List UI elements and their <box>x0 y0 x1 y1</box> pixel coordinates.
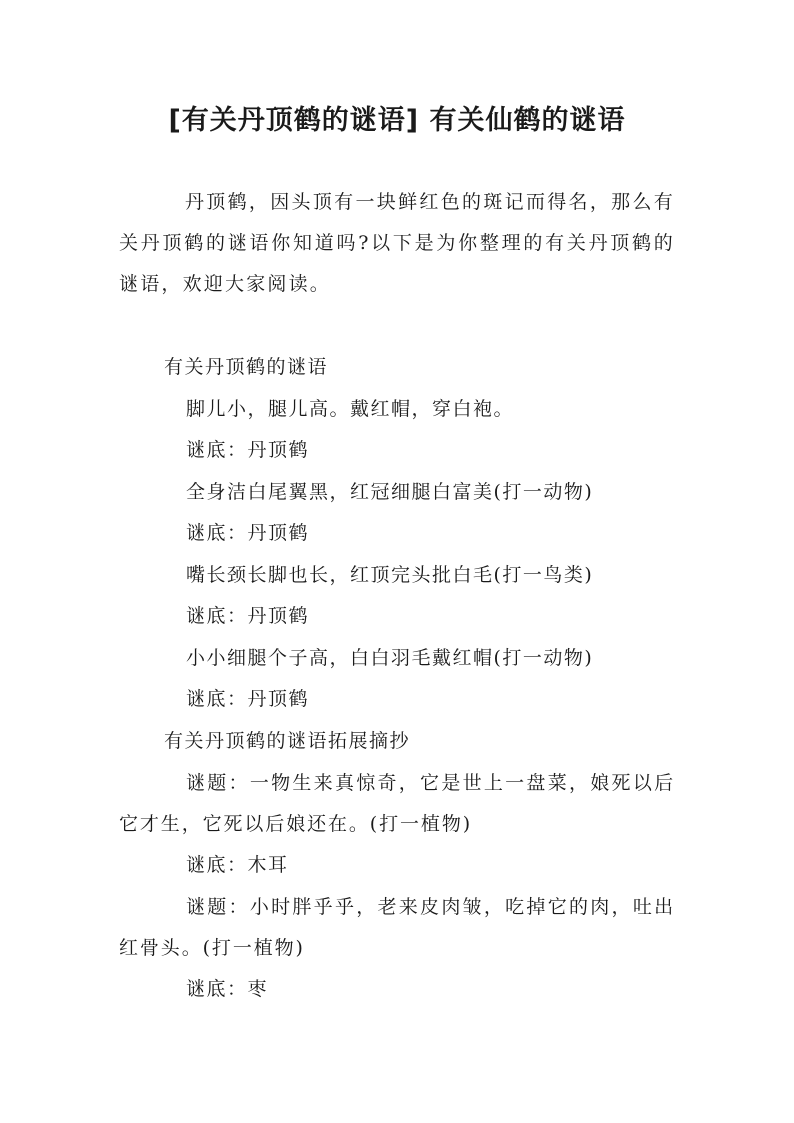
extended-answer: 谜底：木耳 <box>186 854 289 876</box>
riddle-line: 小小细腿个子高，白白羽毛戴红帽(打一动物) <box>186 647 594 669</box>
extended-answer: 谜底：枣 <box>186 978 269 1000</box>
riddle-answer: 谜底：丹顶鹤 <box>186 439 310 461</box>
extended-riddle: 谜题：一物生来真惊奇，它是世上一盘菜，娘死以后它才生，它死以后娘还在。(打一植物) <box>119 772 675 835</box>
intro-paragraph: 丹顶鹤，因头顶有一块鲜红色的斑记而得名，那么有关丹顶鹤的谜语你知道吗?以下是为你整理的有关丹顶鹤的谜语，欢迎大家阅读。 <box>119 191 675 295</box>
extended-riddle: 谜题：小时胖乎乎，老来皮肉皱，吃掉它的肉，吐出红骨头。(打一植物) <box>119 896 675 959</box>
document-title: [有关丹顶鹤的谜语] 有关仙鹤的谜语 <box>168 105 626 136</box>
riddle-line: 全身洁白尾翼黑，红冠细腿白富美(打一动物) <box>186 481 594 503</box>
riddle-answer: 谜底：丹顶鹤 <box>186 522 310 544</box>
section-heading-riddles: 有关丹顶鹤的谜语 <box>164 356 329 378</box>
section-heading-extended: 有关丹顶鹤的谜语拓展摘抄 <box>164 730 411 752</box>
riddle-line: 脚儿小，腿儿高。戴红帽，穿白袍。 <box>186 398 515 420</box>
riddle-answer: 谜底：丹顶鹤 <box>186 605 310 627</box>
riddle-line: 嘴长颈长脚也长，红顶完头批白毛(打一鸟类) <box>186 564 594 586</box>
riddle-answer: 谜底：丹顶鹤 <box>186 688 310 710</box>
